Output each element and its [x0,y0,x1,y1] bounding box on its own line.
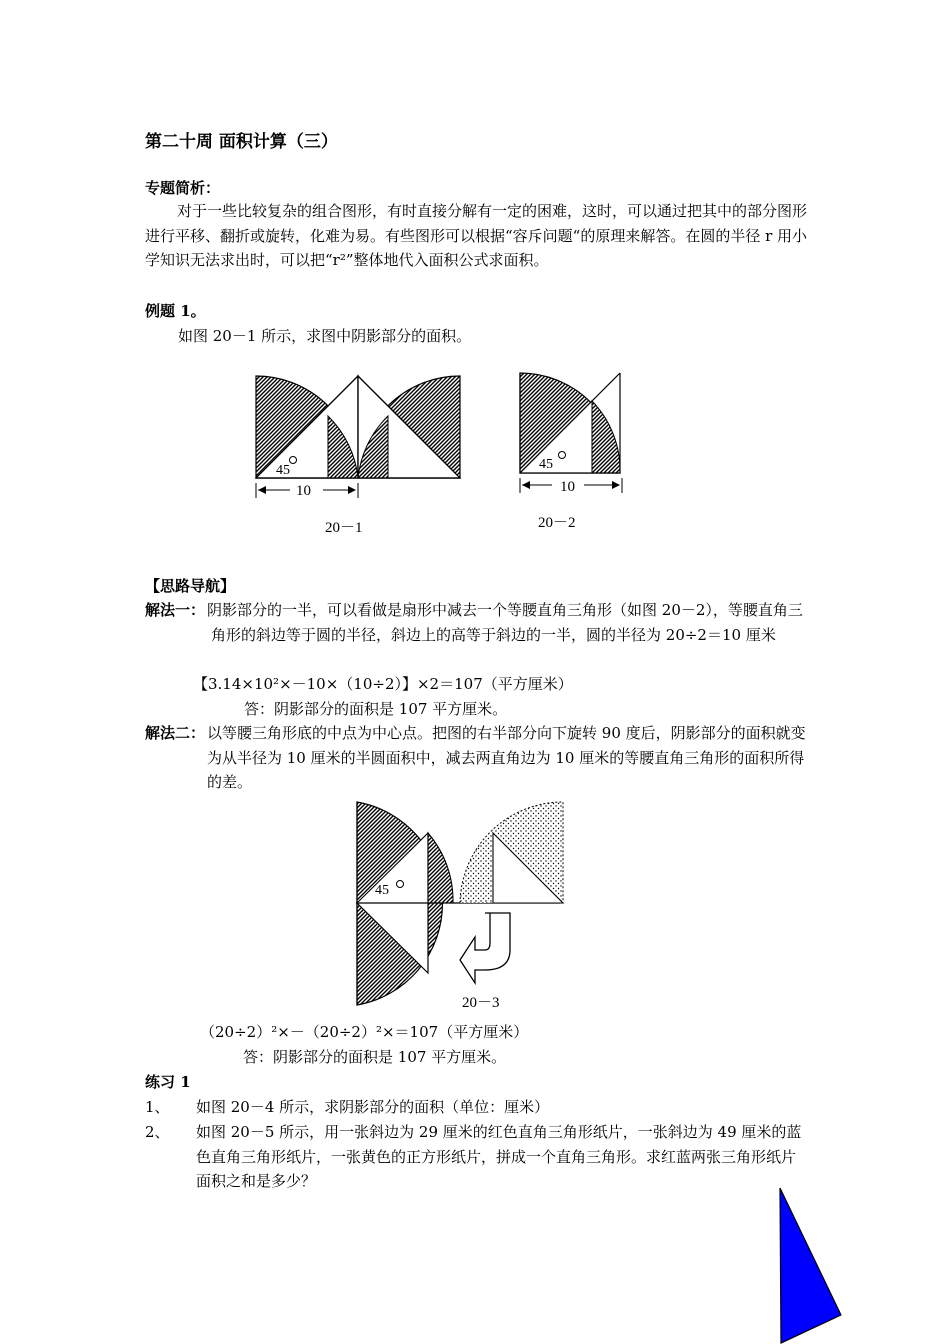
method1-answer: 答：阴影部分的面积是 107 平方厘米。 [244,700,508,718]
fig2-shapes [520,373,622,493]
practice-item-2-num: 2、 [145,1123,170,1141]
figure-20-2 [512,365,632,535]
fig1-length-label: 10 [296,483,311,499]
practice-item-2-text: 如图 20－5 所示，用一张斜边为 29 厘米的红色直角三角形纸片，一张斜边为 49 厘米的蓝色直角三角形纸片，一张黄色的正方形纸片，拼成一个直角三角形。求红蓝两张三角形纸片面积之和是多少？ [196,1123,802,1190]
analysis-paragraph: 对于一些比较复杂的组合图形，有时直接分解有一定的困难，这时，可以通过把其中的部分图形进行平移、翻折或旋转，化难为易。有些图形可以根据“容斥问题“的原理来解答。在圆的半径 r 用小学知识无法求出时，可以把“r²”整体地代入面积公式求面积。 [145,202,808,269]
practice-item-1-num: 1、 [145,1098,170,1116]
method2-text: 以等腰三角形底的中点为中心点。把图的右半部分向下旋转 90 度后，阴影部分的面积就变为从半径为 10 厘米的半圆面积中，减去两直角边为 10 厘米的等腰直角三角形的面积所得的差。 [207,724,806,791]
blue-triangle-figure [775,1185,845,1344]
practice-heading: 练习 1 [145,1073,191,1091]
example1-question: 如图 20－1 所示，求图中阴影部分的面积。 [178,327,472,345]
figure-20-1 [248,368,473,540]
method2-label: 解法二： [145,724,206,742]
fig1-caption: 20－1 [325,520,363,536]
fig3-shapes [357,802,563,1005]
method2-formula: （20÷2）²×－（20÷2）²×＝107（平方厘米） [200,1023,529,1041]
method1-label: 解法一： [145,601,206,619]
fig1-shapes [256,376,460,498]
example1-heading: 例题 1。 [145,302,206,320]
blue-triangle [780,1188,841,1343]
fig2-length-label: 10 [560,479,575,495]
guide-heading: 【思路导航】 [145,577,236,595]
fig2-caption: 20－2 [538,515,576,531]
page-title: 第二十周 面积计算（三） [145,132,338,152]
analysis-heading: 专题简析： [145,179,221,197]
practice-item-1-text: 如图 20－4 所示，求阴影部分的面积（单位：厘米） [196,1098,550,1116]
fig1-angle-label: 45 [276,463,290,478]
fig3-angle-label: 45 [375,883,389,898]
figure-20-3 [350,795,580,1015]
fig3-caption: 20－3 [462,995,500,1011]
fig2-angle-label: 45 [539,457,553,472]
method1-text: 阴影部分的一半，可以看做是扇形中减去一个等腰直角三角形（如图 20－2），等腰直角三角形的斜边等于圆的半径，斜边上的高等于斜边的一半，圆的半径为 20÷2＝10 厘米 [207,601,803,644]
method2-answer: 答：阴影部分的面积是 107 平方厘米。 [243,1048,507,1066]
method1-formula: 【3.14×10²×－10×（10÷2）】×2＝107（平方厘米） [193,675,573,693]
